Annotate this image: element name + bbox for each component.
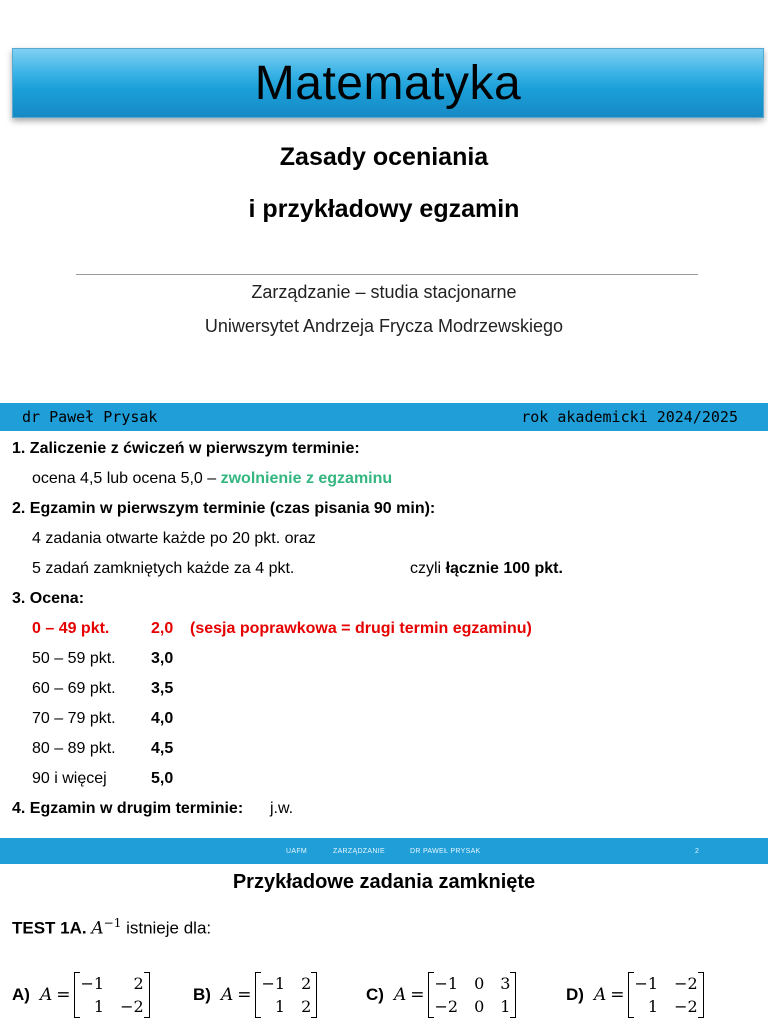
- footer-author: DR PAWEŁ PRYSAK: [410, 848, 481, 855]
- program-text: Zarządzanie – studia stacjonarne: [251, 282, 517, 302]
- matrix-cell: −2: [674, 997, 698, 1016]
- matrix-cell: −1: [80, 974, 105, 993]
- matrix-cell: 0: [474, 974, 485, 993]
- footer-program: ZARZĄDZANIE: [333, 848, 385, 855]
- option-var: A: [593, 985, 607, 1005]
- matrix-cell: −1: [634, 974, 659, 993]
- grade-value: 5,0: [151, 770, 174, 787]
- item2-line1: 4 zadania otwarte każde po 20 pkt. oraz: [32, 530, 316, 547]
- subtitle-line-2: i przykładowy egzamin: [248, 195, 520, 223]
- grade-value: 4,0: [151, 710, 174, 727]
- matrix-cell: −1: [261, 974, 286, 993]
- item2-total: [410, 559, 563, 579]
- matrix-cell: −1: [434, 974, 459, 993]
- item2-heading: 2. Egzamin w pierwszym terminie (czas pisania 90 min):: [12, 500, 436, 517]
- option-b[interactable]: B) A = −1 2 1 2: [193, 972, 317, 1018]
- option-label: C): [366, 985, 384, 1004]
- option-label: B): [193, 985, 211, 1004]
- academic-year: rok akademicki 2024/2025: [521, 408, 738, 426]
- option-matrix: [428, 972, 516, 1018]
- option-label: D): [566, 985, 584, 1004]
- option-var: A: [220, 985, 234, 1005]
- option-var: A: [393, 985, 407, 1005]
- test-inverse-exponent: −1: [103, 916, 122, 930]
- grade-value: 3,0: [151, 650, 174, 667]
- footer-page-number: 2: [695, 848, 700, 855]
- grade-range: 90 i więcej: [32, 770, 107, 787]
- matrix-cell: 2: [301, 997, 312, 1016]
- author-name: dr Paweł Prysak: [22, 408, 158, 426]
- grade-range: 50 – 59 pkt.: [32, 650, 116, 667]
- slide-footer: [0, 838, 768, 864]
- matrix-cell: 0: [474, 997, 485, 1016]
- matrix-cell: −2: [120, 997, 144, 1016]
- option-matrix: [628, 972, 703, 1018]
- matrix-cell: 3: [500, 974, 511, 993]
- item1-text: [32, 469, 392, 489]
- option-matrix: [255, 972, 317, 1018]
- item4-heading: 4. Egzamin w drugim terminie:: [12, 800, 244, 817]
- grade-range: 60 – 69 pkt.: [32, 680, 116, 697]
- matrix-cell: 1: [274, 997, 286, 1016]
- grade-range: 80 – 89 pkt.: [32, 740, 116, 757]
- grade-range: 70 – 79 pkt.: [32, 710, 116, 727]
- divider: [76, 274, 698, 275]
- test-label: TEST 1A.: [12, 918, 87, 938]
- item2-total-prefix: czyli: [410, 560, 446, 577]
- option-c[interactable]: C) A = −1 0 3 −2 0 1: [366, 972, 516, 1018]
- author-bar: [0, 403, 768, 431]
- matrix-cell: 1: [500, 997, 511, 1016]
- item3-heading: 3. Ocena:: [12, 590, 85, 607]
- matrix-cell: −2: [434, 997, 459, 1016]
- matrix-cell: 1: [647, 997, 659, 1016]
- item1-exemption: zwolnienie z egzaminu: [220, 470, 393, 487]
- grade-note: (sesja poprawkowa = drugi termin egzaminu): [190, 620, 532, 637]
- matrix-cell: 2: [301, 974, 312, 993]
- test-matrix-var: A: [91, 918, 104, 939]
- option-var: A: [39, 985, 53, 1005]
- subtitle-line-1: Zasady oceniania: [279, 143, 489, 171]
- test-text: istnieje dla:: [121, 918, 212, 938]
- item1-grade-text: ocena 4,5 lub ocena 5,0 –: [32, 470, 221, 487]
- item2-total-bold: łącznie 100 pkt.: [445, 560, 563, 577]
- option-label: A): [12, 985, 30, 1004]
- slide-title: Matematyka: [254, 56, 522, 110]
- footer-school: UAFM: [286, 848, 308, 855]
- grade-value: 4,5: [151, 740, 174, 757]
- grade-value: 3,5: [151, 680, 174, 697]
- option-a[interactable]: A) A = −1 2 1 −2: [12, 972, 150, 1018]
- grade-value: 2,0: [151, 620, 174, 637]
- matrix-cell: 1: [93, 997, 105, 1016]
- test-question: [12, 916, 211, 939]
- grade-range: 0 – 49 pkt.: [32, 620, 110, 637]
- title-banner: [12, 48, 764, 118]
- option-d[interactable]: D) A = −1 −2 1 −2: [566, 972, 704, 1018]
- matrix-cell: 2: [133, 974, 144, 993]
- item4-text: j.w.: [270, 800, 294, 817]
- slide3-title: Przykładowe zadania zamknięte: [232, 871, 536, 893]
- item2-line2: 5 zadań zamkniętych każde za 4 pkt.: [32, 560, 295, 577]
- university-text: Uniwersytet Andrzeja Frycza Modrzewskiego: [204, 316, 564, 336]
- option-matrix: [74, 972, 149, 1018]
- item1-heading: 1. Zaliczenie z ćwiczeń w pierwszym terminie:: [12, 440, 360, 457]
- matrix-cell: −2: [674, 974, 698, 993]
